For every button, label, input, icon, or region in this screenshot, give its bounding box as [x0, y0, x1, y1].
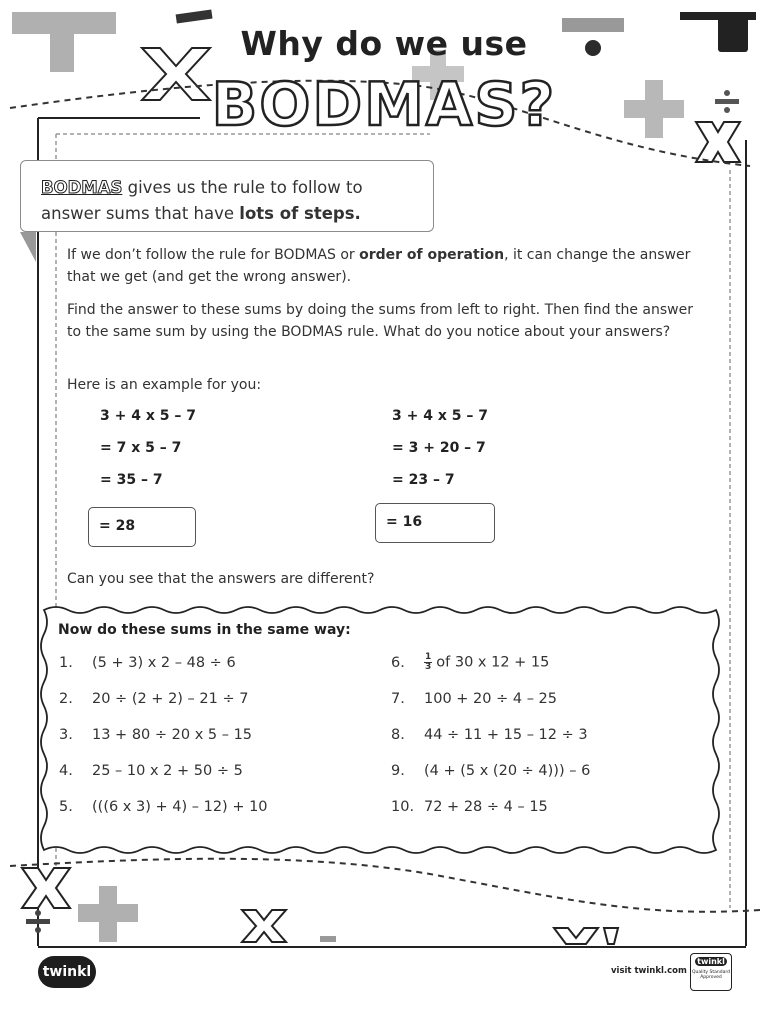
question-2	[59, 691, 248, 707]
example-left-answer: = 28	[88, 507, 196, 547]
question-number: 1.	[59, 655, 73, 671]
plus-symbol-icon	[78, 886, 138, 942]
divide-symbol-icon	[26, 910, 50, 933]
callout-text-b: answer sums that have	[41, 204, 240, 223]
question-text: (4 + (5 x (20 ÷ 4))) – 6	[424, 763, 591, 779]
question-6	[391, 653, 549, 672]
question-text: of 30 x 12 + 15	[436, 654, 550, 671]
footer-divider	[38, 946, 746, 948]
question-3	[59, 727, 252, 743]
question-text: 25 – 10 x 2 + 50 ÷ 5	[92, 763, 243, 779]
question-number: 2.	[59, 691, 73, 707]
question-number: 6.	[391, 654, 405, 671]
question-text: (((6 x 3) + 4) – 12) + 10	[92, 799, 268, 815]
question-number: 9.	[391, 763, 405, 779]
question-text: (5 + 3) x 2 – 48 ÷ 6	[92, 655, 236, 671]
example-right-answer: = 16	[375, 503, 495, 543]
badge-text: Quality Standard Approved	[692, 970, 730, 980]
intro-p1-a: If we don’t follow the rule for BODMAS or	[67, 247, 360, 263]
badge-logo: twinkl	[695, 957, 727, 966]
multiply-symbol-icon	[22, 868, 70, 908]
question-8	[391, 727, 588, 743]
question-number: 5.	[59, 799, 73, 815]
definition-callout	[20, 160, 434, 232]
question-9	[391, 763, 590, 779]
twinkl-logo[interactable]: twinkl	[38, 956, 96, 988]
question-5	[59, 799, 268, 815]
minus-symbol-icon	[320, 936, 336, 942]
fraction-denominator: 3	[425, 662, 432, 672]
question-number: 4.	[59, 763, 73, 779]
question-number: 3.	[59, 727, 73, 743]
example-left-step-2: = 7 x 5 – 7	[100, 440, 182, 456]
fraction-one-third	[424, 653, 432, 672]
intro-p1-b: , it can change the answer that we get (and get the wrong answer).	[67, 247, 691, 285]
question-number: 8.	[391, 727, 405, 743]
question-text: 72 + 28 ÷ 4 – 15	[424, 799, 548, 815]
intro-paragraph-2: Find the answer to these sums by doing the sums from left to right. Then find the answer to the same sum by using the BODMAS rule. What do you notice about your answers?	[67, 302, 693, 340]
question-text: 20 ÷ (2 + 2) – 21 ÷ 7	[92, 691, 249, 707]
callout-text-a: gives us the rule to follow to	[122, 178, 363, 197]
example-right-step-3: = 23 – 7	[392, 472, 455, 488]
question-text: 100 + 20 ÷ 4 – 25	[424, 691, 558, 707]
callout-line2	[41, 201, 433, 227]
callout-bold: lots of steps.	[239, 204, 361, 223]
callout-highlight: BODMAS	[41, 178, 123, 197]
page-title-line2: BODMAS?	[211, 70, 557, 140]
example-right-step-2: = 3 + 20 – 7	[392, 440, 486, 456]
fraction-numerator: 1	[425, 652, 432, 662]
callout-line1	[41, 175, 433, 201]
question-text: 13 + 80 ÷ 20 x 5 – 15	[92, 727, 253, 743]
multiply-symbol-icon	[242, 910, 286, 942]
divide-symbol-icon	[176, 10, 213, 24]
example-left-step-1: 3 + 4 x 5 – 7	[100, 408, 196, 424]
question-7	[391, 691, 557, 707]
question-10	[391, 799, 548, 815]
question-number: 7.	[391, 691, 405, 707]
multiply-symbol-icon	[554, 928, 618, 944]
intro-paragraph-1	[67, 244, 707, 288]
quality-badge	[690, 953, 732, 991]
question-4	[59, 763, 243, 779]
example-right-step-1: 3 + 4 x 5 – 7	[392, 408, 488, 424]
intro-paragraph-3: Here is an example for you:	[67, 377, 262, 393]
question-text: Can you see that the answers are different?	[67, 571, 375, 587]
page-title-line1: Why do we use	[240, 24, 528, 63]
question-text: 44 ÷ 11 + 15 – 12 ÷ 3	[424, 727, 588, 743]
intro-p1-bold: order of operation	[359, 247, 505, 263]
example-left-step-3: = 35 – 7	[100, 472, 163, 488]
question-1	[59, 655, 236, 671]
question-number: 10.	[391, 799, 415, 815]
practice-heading: Now do these sums in the same way:	[58, 622, 351, 638]
visit-link[interactable]: visit twinkl.com	[611, 966, 687, 976]
